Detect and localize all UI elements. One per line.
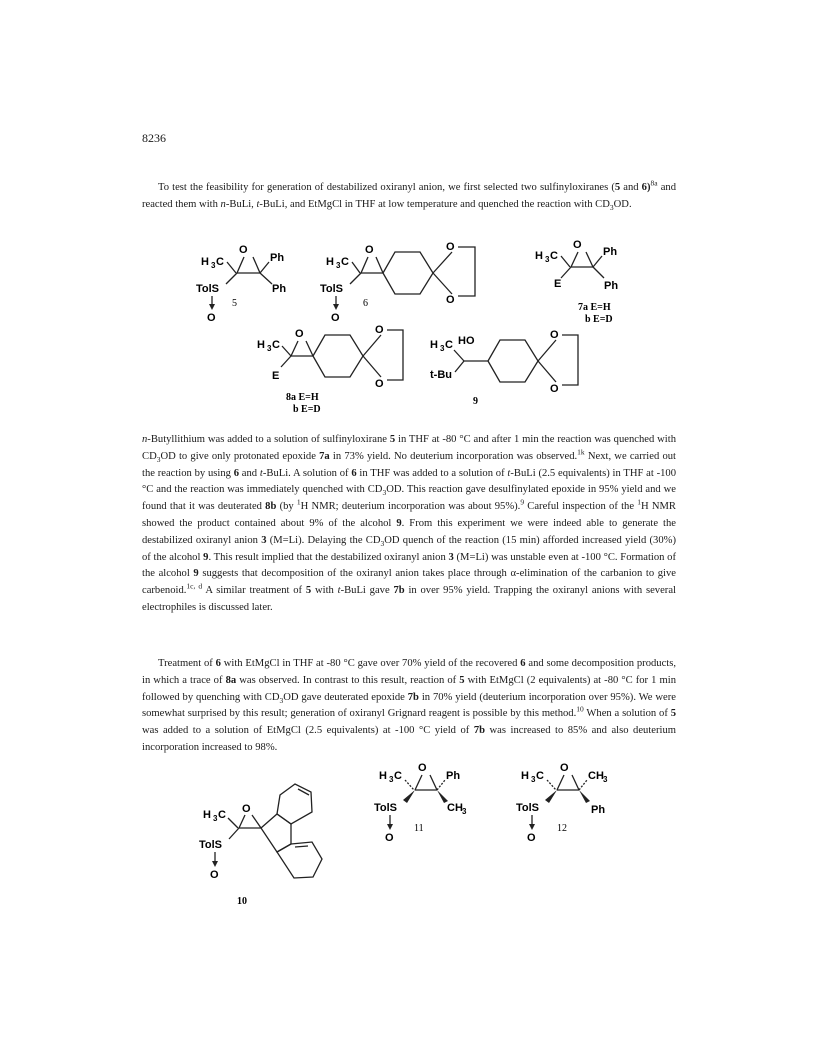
text-run: -BuLi. A solution of <box>262 467 352 479</box>
svg-text:O: O <box>418 762 427 774</box>
text-run: 9 <box>203 551 209 563</box>
svg-text:t-Bu: t-Bu <box>430 369 452 381</box>
text-run: 3 <box>156 454 161 464</box>
svg-text:E: E <box>272 370 280 382</box>
text-run: with <box>311 585 338 597</box>
svg-text:O: O <box>446 294 455 306</box>
svg-text:b E=D: b E=D <box>585 314 613 325</box>
text-run: 9 <box>396 517 402 529</box>
svg-text:3: 3 <box>336 261 341 270</box>
text-run: To test the feasibility for generation of destabilized oxiranyl anion, we first selected two sulfinyloxiranes ( <box>158 182 615 193</box>
svg-text:Ph: Ph <box>604 280 619 292</box>
structures-figure-bottom <box>195 762 615 912</box>
svg-text:TolS: TolS <box>320 283 344 295</box>
paragraph-results <box>142 432 676 617</box>
text-run: 6 <box>233 467 240 479</box>
text-run: 1 <box>296 497 301 507</box>
svg-text:TolS: TolS <box>196 283 220 295</box>
compound-10-structure <box>199 784 322 907</box>
svg-text:11: 11 <box>414 823 424 834</box>
text-run: 3 <box>382 488 387 498</box>
text-run: 1k <box>577 447 585 457</box>
svg-text:TolS: TolS <box>374 802 398 814</box>
text-run: 8b <box>265 501 277 513</box>
text-run: in 70% yield (deuterium incorporation over 95%). We were somewhat surprised by this result; generation of oxiranyl Grignard reagent is possible by this method. <box>142 691 676 720</box>
svg-text:O: O <box>295 328 304 340</box>
paragraph-intro <box>142 180 676 214</box>
svg-text:O: O <box>446 241 455 253</box>
text-run: OD gave deuterated epoxide <box>283 691 408 703</box>
svg-text:C: C <box>341 256 349 268</box>
text-run: ) <box>646 182 651 193</box>
svg-text:H: H <box>326 256 334 268</box>
text-run: with EtMgCl in THF at -80 °C gave over 70% yield of the recovered <box>220 658 521 669</box>
text-run: in THF was added to a solution of <box>356 467 508 479</box>
svg-text:3: 3 <box>545 255 550 264</box>
svg-text:Ph: Ph <box>272 283 287 295</box>
svg-text:C: C <box>445 339 453 351</box>
compound-12-structure <box>516 762 608 844</box>
svg-text:O: O <box>375 324 384 336</box>
svg-text:O: O <box>210 869 219 881</box>
text-run: t <box>337 585 341 597</box>
svg-text:C: C <box>536 770 544 782</box>
svg-text:HO: HO <box>458 335 475 347</box>
text-run: 5 <box>389 434 396 445</box>
text-run: 3 <box>279 695 284 705</box>
svg-text:CH: CH <box>447 802 463 814</box>
text-run: 3 <box>448 551 454 563</box>
compound-11-structure <box>374 762 467 844</box>
text-run: 5 <box>614 182 621 193</box>
text-run: 1c, d <box>186 581 203 591</box>
page-number: 8236 <box>142 131 166 145</box>
text-run: and <box>620 182 642 193</box>
text-run: 7a <box>319 450 330 462</box>
paragraph-grignard <box>142 656 676 757</box>
text-run: t <box>507 467 511 479</box>
text-run: in over 95% yield. Trapping the oxiranyl anions with several electrophiles is discussed later. <box>142 585 676 613</box>
svg-text:O: O <box>242 803 251 815</box>
svg-text:H: H <box>379 770 387 782</box>
svg-text:Ph: Ph <box>591 804 606 816</box>
text-run: 6 <box>351 467 357 479</box>
svg-text:O: O <box>239 244 248 256</box>
svg-text:TolS: TolS <box>199 839 223 851</box>
text-run: 6 <box>520 658 526 669</box>
text-run: 8a <box>225 674 237 686</box>
svg-text:TolS: TolS <box>516 802 540 814</box>
svg-text:C: C <box>550 250 558 262</box>
text-run: 8a <box>650 178 658 188</box>
svg-text:Ph: Ph <box>270 252 285 264</box>
svg-text:E: E <box>554 278 562 290</box>
text-run: 6 <box>641 182 647 193</box>
svg-text:Ph: Ph <box>603 246 618 258</box>
text-run: When a solution of <box>583 708 671 720</box>
text-run: 7b <box>407 691 419 703</box>
text-run: and <box>239 467 260 479</box>
text-run: Treatment of <box>158 658 216 669</box>
svg-text:O: O <box>375 378 384 390</box>
svg-text:C: C <box>216 256 224 268</box>
svg-text:O: O <box>385 832 394 844</box>
svg-text:b E=D: b E=D <box>293 404 321 415</box>
text-run: . From this experiment we were indeed able to generate the destabilized oxiranyl anion <box>142 517 677 546</box>
text-run: (M=Li). Delaying the CD <box>266 534 381 546</box>
text-run: -Butyllithium was added to a solution of sulfinyloxirane <box>147 434 390 445</box>
text-run: Next, we carried out the reaction by using <box>142 450 676 479</box>
text-run: 5 <box>670 708 676 720</box>
text-run: 7b <box>393 585 405 597</box>
text-run: A similar treatment of <box>202 585 306 597</box>
text-run: (by <box>276 501 297 513</box>
text-run: -BuLi (2.5 equivalents) in THF at -100 °C and the reaction was immediately quenched with CD <box>142 467 677 496</box>
text-run: OD quench of the reaction (15 min) afforded increased yield (30%) of the alcohol <box>142 534 676 563</box>
svg-text:O: O <box>550 383 559 395</box>
svg-text:3: 3 <box>440 344 445 353</box>
text-run: 9 <box>520 497 525 507</box>
text-run: OD to give only protonated epoxide <box>160 450 320 462</box>
text-run: -BuLi, and EtMgCl in THF at low temperature and quenched the reaction with CD <box>259 198 610 210</box>
svg-text:CH: CH <box>588 770 604 782</box>
text-run: in 73% yield. No deuterium incorporation was observed. <box>329 450 578 462</box>
text-run: 1 <box>637 497 641 507</box>
compound-7-structure <box>535 239 618 325</box>
text-run: Careful inspection of the <box>524 501 638 513</box>
svg-text:O: O <box>331 312 340 324</box>
text-run: -BuLi, <box>225 198 257 210</box>
text-run: 3 <box>380 538 385 548</box>
text-run: 3 <box>609 202 614 212</box>
compound-9-structure <box>430 329 578 407</box>
svg-text:3: 3 <box>211 261 216 270</box>
svg-text:C: C <box>394 770 402 782</box>
text-run: 9 <box>193 568 199 580</box>
text-run: n <box>142 434 148 445</box>
svg-text:H: H <box>535 250 543 262</box>
text-run: suggests that decomposition of the oxiranyl anion takes place through α-elimination of the carbanion to give carbenoid. <box>142 568 676 597</box>
text-run: was added to a solution of EtMgCl (2.5 equivalents) at -100 °C yield of <box>142 725 474 737</box>
svg-text:C: C <box>272 339 280 351</box>
svg-text:H: H <box>430 339 438 351</box>
compound-6-structure <box>320 241 475 324</box>
svg-text:O: O <box>573 239 582 251</box>
svg-text:O: O <box>550 329 559 341</box>
text-run: and some decomposition products, in which a trace of <box>142 658 677 686</box>
text-run: t <box>259 467 263 479</box>
svg-text:Ph: Ph <box>446 770 461 782</box>
svg-text:3: 3 <box>267 344 272 353</box>
svg-text:3: 3 <box>603 775 608 784</box>
svg-text:6: 6 <box>363 298 368 309</box>
text-run: 5 <box>459 674 465 686</box>
text-run: 10 <box>576 704 584 714</box>
text-run: and reacted them with <box>142 182 676 210</box>
text-run: was observed. In contrast to this result, reaction of <box>236 674 460 686</box>
text-run: 5 <box>305 585 312 597</box>
structures-figure-top <box>190 238 630 418</box>
svg-text:3: 3 <box>389 775 394 784</box>
compound-8-structure <box>257 324 403 415</box>
text-run: OD. <box>613 198 632 210</box>
svg-text:O: O <box>365 244 374 256</box>
svg-text:7a E=H: 7a E=H <box>578 302 611 313</box>
text-run: was increased to 85% and also deuterium incorporation increased to 98%. <box>142 725 676 753</box>
text-run: . This result implied that the destabilized oxiranyl anion <box>208 551 449 563</box>
svg-text:3: 3 <box>531 775 536 784</box>
svg-text:H: H <box>257 339 265 351</box>
text-run: with EtMgCl (2 equivalents) at -80 °C for 1 min followed by quenching with CD <box>142 674 676 703</box>
svg-text:8a E=H: 8a E=H <box>286 392 319 403</box>
text-run: 6 <box>215 658 221 669</box>
svg-text:3: 3 <box>213 814 218 823</box>
svg-text:H: H <box>521 770 529 782</box>
svg-text:12: 12 <box>557 823 567 834</box>
text-run: t <box>256 198 260 210</box>
text-run: n <box>220 198 226 210</box>
text-run: H NMR; deuterium incorporation was about 95%). <box>300 501 521 513</box>
svg-text:H: H <box>201 256 209 268</box>
svg-text:10: 10 <box>237 896 247 907</box>
text-run: -BuLi gave <box>340 585 394 597</box>
text-run: 7b <box>473 725 486 737</box>
svg-text:H: H <box>203 809 211 821</box>
svg-text:5: 5 <box>232 298 237 309</box>
svg-text:9: 9 <box>473 396 478 407</box>
svg-text:C: C <box>218 809 226 821</box>
svg-text:O: O <box>527 832 536 844</box>
svg-text:O: O <box>560 762 569 774</box>
compound-5-structure <box>196 244 286 324</box>
text-run: OD. This reaction gave desulfinylated epoxide in 95% yield and we found that it was deuterated <box>142 484 676 513</box>
svg-text:O: O <box>207 312 216 324</box>
text-run: 3 <box>261 534 267 546</box>
text-run: in THF at -80 °C and after 1 min the reaction was quenched with CD <box>142 434 676 462</box>
svg-text:3: 3 <box>462 807 467 816</box>
text-run: (M=Li) was unstable even at -100 °C. Formation of the alcohol <box>142 551 676 580</box>
text-run: H NMR showed the product contained about 9% of the alcohol <box>142 501 676 529</box>
